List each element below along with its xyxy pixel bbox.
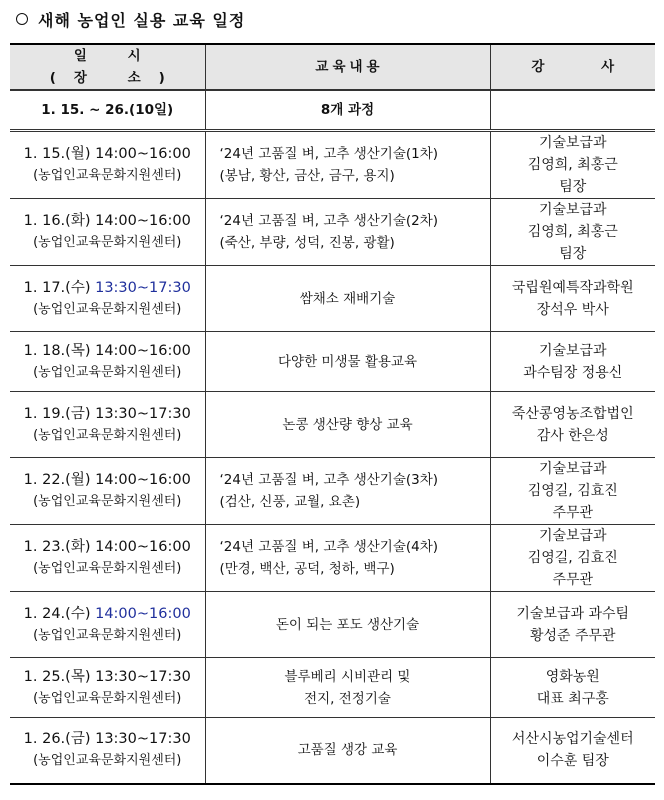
instructor-cell xyxy=(490,131,655,199)
instructor-line: 김영길, 김효진 xyxy=(527,550,618,566)
content-cell xyxy=(205,592,490,658)
content-line: (죽산, 부량, 성덕, 진봉, 광활) xyxy=(219,235,395,251)
table-row xyxy=(10,658,655,718)
instructor-cell xyxy=(490,525,655,592)
content-cell xyxy=(205,458,490,525)
content-line: 논콩 생산량 향상 교육 xyxy=(282,416,413,433)
schedule-cell xyxy=(10,392,205,458)
content-cell xyxy=(205,332,490,392)
schedule-venue: (농업인교육문화지원센터) xyxy=(33,561,182,576)
instructor-line: 국립원예특작과학원 xyxy=(511,279,634,296)
schedule-date: 1. 24.(수) xyxy=(23,605,96,622)
schedule-cell xyxy=(10,332,205,392)
schedule-date-time xyxy=(12,340,203,362)
table-row xyxy=(10,392,655,458)
instructor-line: 김영길, 김효진 xyxy=(527,483,618,499)
content-cell xyxy=(205,718,490,784)
schedule-cell xyxy=(10,458,205,525)
schedule-cell xyxy=(10,131,205,199)
page-title: 새해 농업인 실용 교육 일정 xyxy=(38,10,246,30)
instructor-line: 이수훈 팀장 xyxy=(536,753,609,770)
content-line: 전지, 전정기술 xyxy=(304,690,391,707)
table-row xyxy=(10,525,655,592)
header-schedule-line2: (장 소) xyxy=(49,70,183,86)
schedule-date: 1. 26.(금) xyxy=(23,731,96,748)
instructor-cell xyxy=(490,392,655,458)
schedule-date: 1. 25.(목) xyxy=(23,668,96,685)
content-cell xyxy=(205,525,490,592)
instructor-cell xyxy=(490,658,655,718)
instructor-line: 팀장 xyxy=(559,246,587,262)
schedule-venue: (농업인교육문화지원센터) xyxy=(33,235,182,250)
content-line: ‘24년 고품질 벼, 고추 생산기술(3차) xyxy=(219,472,439,488)
schedule-cell xyxy=(10,592,205,658)
schedule-cell xyxy=(10,199,205,266)
header-schedule-line1: 일 시 xyxy=(73,48,159,64)
instructor-cell xyxy=(490,458,655,525)
header-content xyxy=(205,44,490,90)
table-row xyxy=(10,266,655,332)
schedule-cell xyxy=(10,525,205,592)
schedule-date: 1. 19.(금) xyxy=(23,405,96,422)
table-row xyxy=(10,199,655,266)
schedule-time: 14:00~16:00 xyxy=(95,472,191,488)
schedule-time: 14:00~16:00 xyxy=(95,213,191,229)
schedule-venue: (농업인교육문화지원센터) xyxy=(33,690,182,706)
header-instructor xyxy=(490,44,655,90)
table-row xyxy=(10,718,655,784)
content-line: ‘24년 고품질 벼, 고추 생산기술(1차) xyxy=(219,146,439,162)
instructor-line: 기술보급과 xyxy=(538,342,607,359)
instructor-line: 기술보급과 xyxy=(538,202,607,218)
schedule-time: 14:00~16:00 xyxy=(95,605,191,622)
instructor-line: 기술보급과 xyxy=(538,528,607,544)
content-cell xyxy=(205,658,490,718)
schedule-time: 14:00~16:00 xyxy=(95,539,191,555)
content-line: 블루베리 시비관리 및 xyxy=(284,668,411,685)
schedule-date-time xyxy=(12,536,203,558)
table-row xyxy=(10,131,655,199)
instructor-cell xyxy=(490,266,655,332)
schedule-venue: (농업인교육문화지원센터) xyxy=(33,753,182,769)
schedule-time: 14:00~16:00 xyxy=(95,342,191,359)
schedule-time: 13:30~17:30 xyxy=(95,731,191,748)
content-line: (봉남, 황산, 금산, 금구, 용지) xyxy=(219,168,395,184)
instructor-line: 장석우 박사 xyxy=(536,301,609,318)
instructor-line: 죽산콩영농조합법인 xyxy=(511,405,634,422)
content-cell xyxy=(205,131,490,199)
table-row xyxy=(10,458,655,525)
schedule-time: 13:30~17:30 xyxy=(95,668,191,685)
content-cell xyxy=(205,392,490,458)
schedule-cell xyxy=(10,266,205,332)
circle-bullet-icon xyxy=(16,13,28,25)
content-line: (만경, 백산, 공덕, 청하, 백구) xyxy=(219,561,395,577)
schedule-venue: (농업인교육문화지원센터) xyxy=(33,494,182,509)
table-header-row xyxy=(10,44,655,90)
summary-instructor xyxy=(490,90,655,131)
schedule-date: 1. 17.(수) xyxy=(23,279,96,296)
schedule-date: 1. 16.(화) xyxy=(23,213,96,229)
content-line: ‘24년 고품질 벼, 고추 생산기술(4차) xyxy=(219,539,439,555)
instructor-line: 대표 최구홍 xyxy=(536,690,609,707)
table-row xyxy=(10,332,655,392)
schedule-date: 1. 23.(화) xyxy=(23,539,96,555)
schedule-venue: (농업인교육문화지원센터) xyxy=(33,427,182,443)
schedule-venue: (농업인교육문화지원센터) xyxy=(33,168,182,183)
schedule-venue: (농업인교육문화지원센터) xyxy=(33,301,182,317)
table-row xyxy=(10,592,655,658)
instructor-line: 팀장 xyxy=(559,179,587,195)
content-line: (검산, 신풍, 교월, 요촌) xyxy=(219,494,361,510)
instructor-cell xyxy=(490,199,655,266)
schedule-table xyxy=(10,43,655,785)
content-line: 다양한 미생물 활용교육 xyxy=(278,353,417,370)
schedule-date-time xyxy=(12,210,203,232)
schedule-date: 1. 15.(월) xyxy=(23,146,96,162)
page-heading xyxy=(16,5,245,33)
schedule-date-time xyxy=(12,469,203,491)
schedule-date-time xyxy=(12,143,203,165)
instructor-line: 서산시농업기술센터 xyxy=(511,731,634,748)
content-line: 쌈채소 재배기술 xyxy=(299,290,396,307)
instructor-cell xyxy=(490,332,655,392)
schedule-date-time xyxy=(12,277,203,299)
instructor-line: 황성준 주무관 xyxy=(529,627,616,644)
schedule-date-time xyxy=(12,603,203,625)
instructor-line: 기술보급과 xyxy=(538,461,607,477)
schedule-cell xyxy=(10,718,205,784)
instructor-line: 기술보급과 xyxy=(538,135,607,151)
schedule-time: 13:30~17:30 xyxy=(95,279,191,296)
schedule-date-time xyxy=(12,403,203,425)
content-cell xyxy=(205,199,490,266)
instructor-line: 감사 한은성 xyxy=(536,427,609,444)
header-instructor-label: 강 사 xyxy=(531,59,641,75)
content-line: 고품질 생강 교육 xyxy=(297,742,398,759)
schedule-date-time xyxy=(12,728,203,750)
schedule-date: 1. 18.(목) xyxy=(23,342,96,359)
schedule-time: 13:30~17:30 xyxy=(95,405,191,422)
instructor-cell xyxy=(490,592,655,658)
schedule-time: 14:00~16:00 xyxy=(95,146,191,162)
instructor-cell xyxy=(490,718,655,784)
summary-row xyxy=(10,90,655,131)
schedule-date-time xyxy=(12,666,203,688)
header-content-label: 교육내용 xyxy=(315,59,384,75)
instructor-line: 김영희, 최홍근 xyxy=(527,224,618,240)
content-line: 돈이 되는 포도 생산기술 xyxy=(275,616,420,633)
instructor-line: 영화농원 xyxy=(545,668,600,685)
schedule-venue: (농업인교육문화지원센터) xyxy=(33,364,182,380)
instructor-line: 주무관 xyxy=(552,505,594,521)
schedule-date: 1. 22.(월) xyxy=(23,472,96,488)
instructor-line: 기술보급과 과수팀 xyxy=(516,605,630,622)
header-schedule xyxy=(10,44,205,90)
instructor-line: 과수팀장 정용신 xyxy=(523,364,623,381)
content-cell xyxy=(205,266,490,332)
instructor-line: 주무관 xyxy=(552,572,594,588)
instructor-line: 김영희, 최홍근 xyxy=(527,157,618,173)
content-line: ‘24년 고품질 벼, 고추 생산기술(2차) xyxy=(219,213,439,229)
summary-courses: 8개 과정 xyxy=(205,90,490,131)
summary-period: 1. 15. ~ 26.(10일) xyxy=(10,90,205,131)
schedule-venue: (농업인교육문화지원센터) xyxy=(33,627,182,643)
schedule-cell xyxy=(10,658,205,718)
